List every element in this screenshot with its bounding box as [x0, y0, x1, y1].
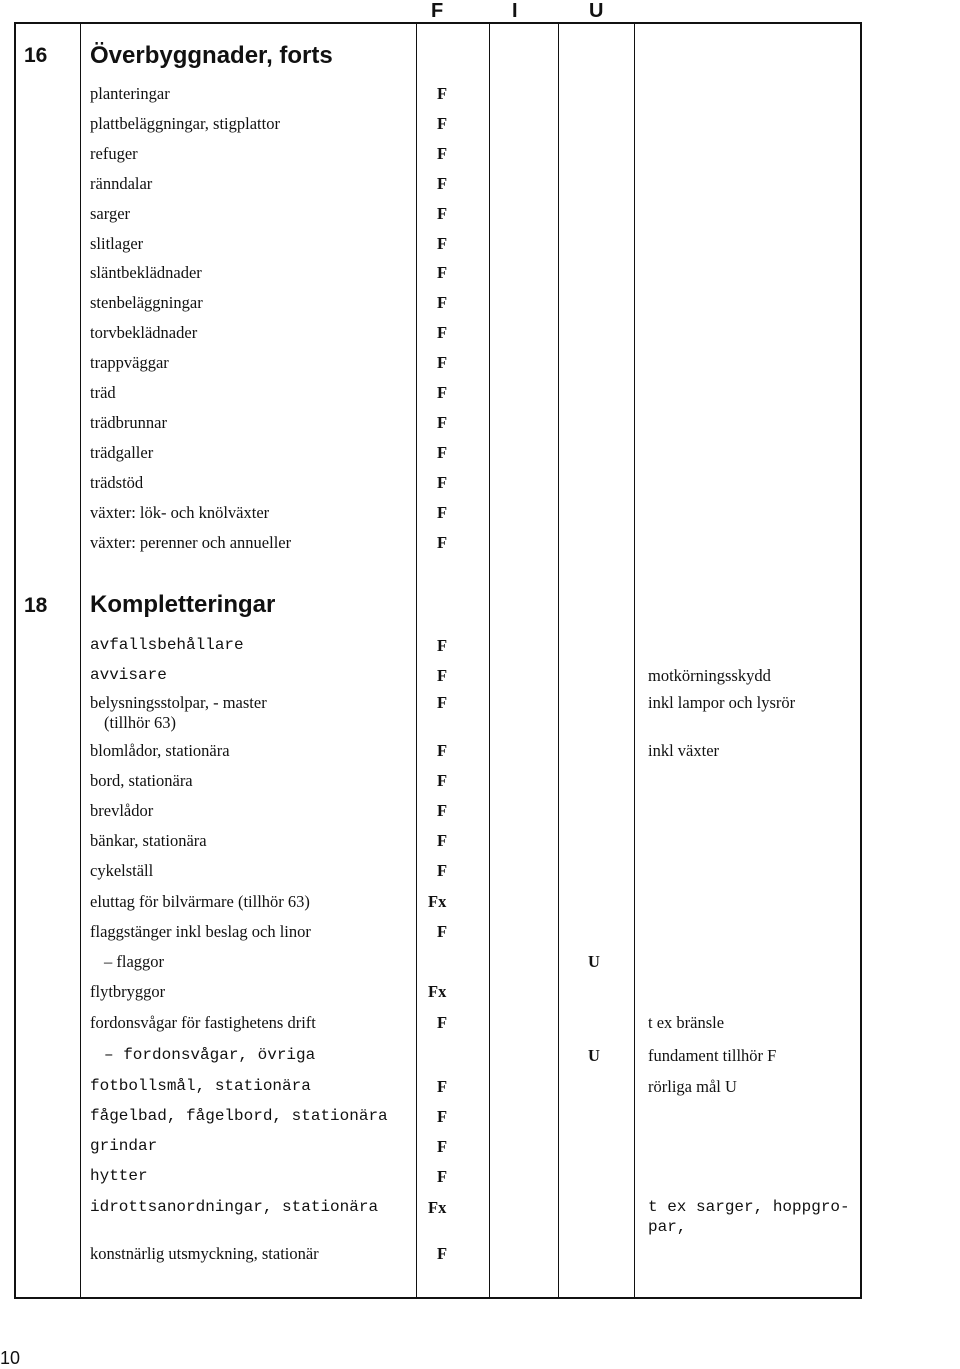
f-mark: F: [437, 771, 448, 790]
list-item: växter: lök- och knölväxter: [90, 503, 270, 522]
f-mark: Fx: [428, 1198, 447, 1217]
f-mark: F: [437, 666, 448, 685]
f-mark: F: [437, 293, 448, 312]
column-divider-number: [80, 22, 81, 1299]
list-item: stenbeläggningar: [90, 293, 203, 312]
list-item: ränndalar: [90, 174, 153, 193]
list-item: idrottsanordningar, stationära: [90, 1198, 379, 1216]
f-mark: F: [437, 1137, 448, 1156]
column-divider-f: [416, 22, 417, 1299]
f-mark: F: [437, 1244, 448, 1263]
f-mark: F: [437, 1107, 448, 1126]
list-item: trädstöd: [90, 473, 144, 492]
f-mark: F: [437, 861, 448, 880]
note-text: t ex sarger, hoppgro-: [648, 1198, 850, 1216]
list-item: flytbryggor: [90, 982, 166, 1001]
column-divider-u: [558, 22, 559, 1299]
u-mark: U: [588, 1046, 600, 1065]
f-mark: F: [437, 1167, 448, 1186]
list-item: bänkar, stationära: [90, 831, 207, 850]
column-header-i: I: [512, 0, 518, 22]
f-mark: F: [437, 234, 448, 253]
note-text: inkl växter: [648, 741, 720, 760]
list-item: torvbeklädnader: [90, 323, 198, 342]
f-mark: F: [437, 263, 448, 282]
f-mark: F: [437, 473, 448, 492]
f-mark: F: [437, 84, 448, 103]
list-item-continuation: (tillhör 63): [104, 713, 176, 732]
list-item: släntbeklädnader: [90, 263, 202, 282]
f-mark: F: [437, 144, 448, 163]
list-item: brevlådor: [90, 801, 154, 820]
section-title: Kompletteringar: [90, 591, 276, 618]
f-mark: F: [437, 383, 448, 402]
note-text-continuation: par,: [648, 1218, 687, 1236]
list-item: eluttag för bilvärmare (tillhör 63): [90, 892, 310, 911]
f-mark: F: [437, 1077, 448, 1096]
note-text: t ex bränsle: [648, 1013, 725, 1032]
f-mark: F: [437, 443, 448, 462]
list-item: grindar: [90, 1137, 158, 1155]
column-header-u: U: [589, 0, 604, 22]
page-number: 10: [0, 1348, 21, 1368]
list-item: trädgaller: [90, 443, 154, 462]
f-mark: F: [437, 801, 448, 820]
f-mark: F: [437, 174, 448, 193]
list-item: slitlager: [90, 234, 144, 253]
note-text: rörliga mål U: [648, 1077, 737, 1096]
u-mark: U: [588, 952, 600, 971]
list-item: trädbrunnar: [90, 413, 167, 432]
f-mark: Fx: [428, 982, 447, 1001]
list-item: bord, stationära: [90, 771, 193, 790]
list-item: växter: perenner och annueller: [90, 533, 292, 552]
list-item: blomlådor, stationära: [90, 741, 230, 760]
list-item: hytter: [90, 1167, 148, 1185]
note-text: fundament tillhör F: [648, 1046, 777, 1065]
list-item: refuger: [90, 144, 138, 163]
f-mark: F: [437, 323, 448, 342]
list-item: avvisare: [90, 666, 167, 684]
f-mark: F: [437, 1013, 448, 1032]
list-item: trappväggar: [90, 353, 169, 372]
column-header-f: F: [431, 0, 444, 22]
f-mark: F: [437, 114, 448, 133]
list-item: fotbollsmål, stationära: [90, 1077, 311, 1095]
list-item: – flaggor: [104, 952, 165, 971]
list-item: – fordonsvågar, övriga: [104, 1046, 316, 1064]
f-mark: F: [437, 353, 448, 372]
column-divider-i: [489, 22, 490, 1299]
f-mark: F: [437, 533, 448, 552]
f-mark: Fx: [428, 892, 447, 911]
f-mark: F: [437, 831, 448, 850]
note-text: motkörningsskydd: [648, 666, 771, 685]
f-mark: F: [437, 636, 448, 655]
column-divider-notes: [634, 22, 635, 1299]
list-item: fågelbad, fågelbord, stationära: [90, 1107, 388, 1125]
list-item: belysningsstolpar, - master: [90, 693, 267, 712]
list-item: flaggstänger inkl beslag och linor: [90, 922, 311, 941]
f-mark: F: [437, 204, 448, 223]
f-mark: F: [437, 693, 448, 712]
f-mark: F: [437, 741, 448, 760]
f-mark: F: [437, 922, 448, 941]
list-item: plattbeläggningar, stigplattor: [90, 114, 280, 133]
list-item: fordonsvågar för fastighetens drift: [90, 1013, 316, 1032]
list-item: träd: [90, 383, 116, 402]
list-item: planteringar: [90, 84, 170, 103]
note-text: inkl lampor och lysrör: [648, 693, 796, 712]
section-number: 16: [24, 44, 48, 67]
list-item: sarger: [90, 204, 131, 223]
list-item: cykelställ: [90, 861, 154, 880]
list-item: avfallsbehållare: [90, 636, 244, 654]
section-title: Överbyggnader, forts: [90, 42, 333, 69]
list-item: konstnärlig utsmyckning, stationär: [90, 1244, 319, 1263]
section-number: 18: [24, 594, 48, 617]
f-mark: F: [437, 413, 448, 432]
f-mark: F: [437, 503, 448, 522]
